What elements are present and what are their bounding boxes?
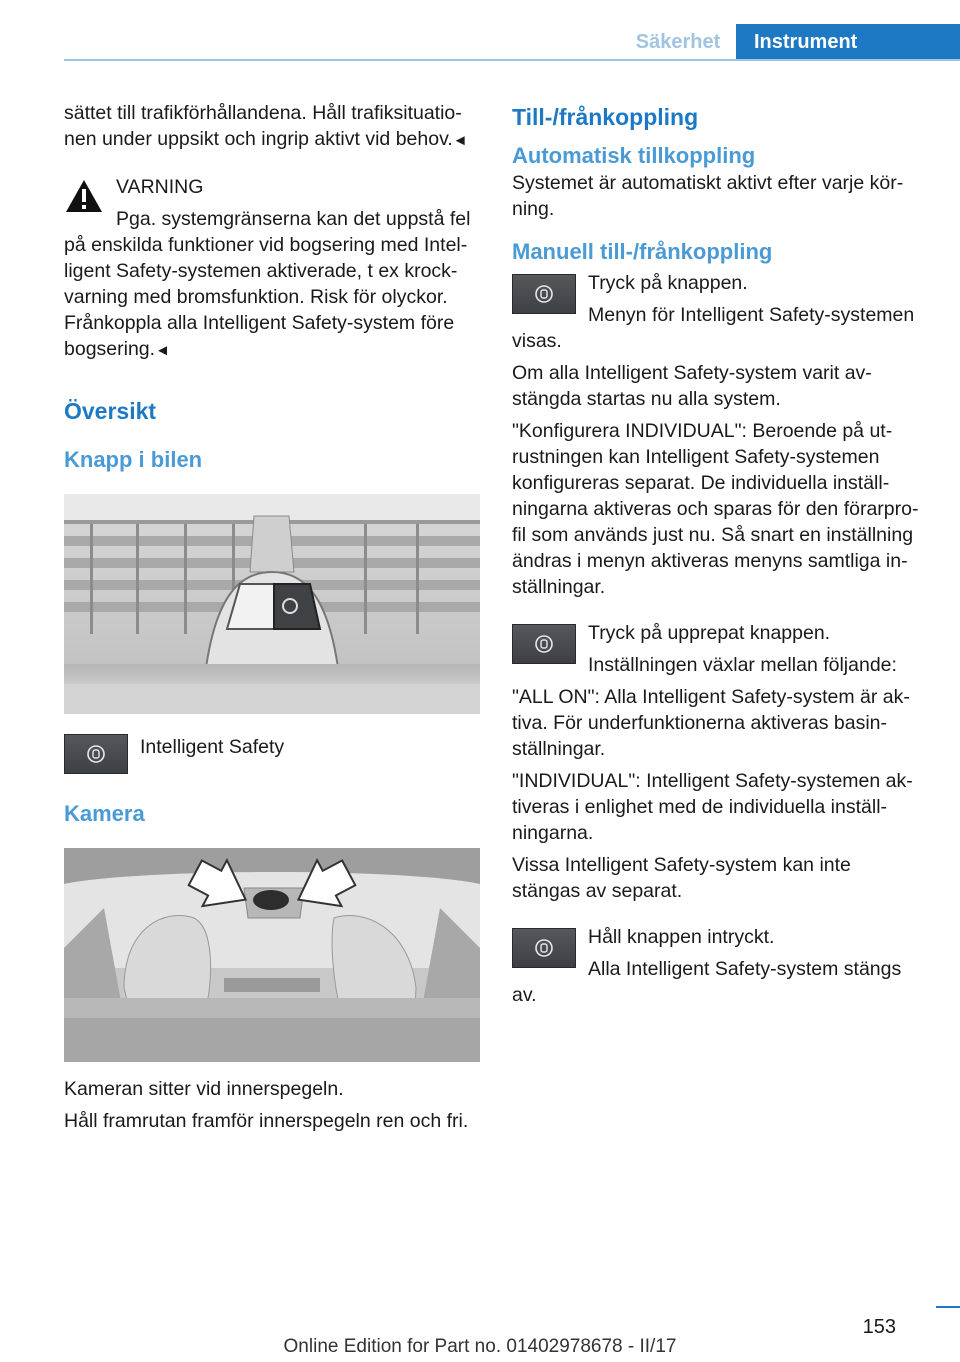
warning-text-4: varning med bromsfunktion. Risk för olyckor. [64, 286, 448, 308]
button-caption: Intelligent Safety [140, 736, 285, 758]
footer-rule [936, 1306, 960, 1308]
all-off-text-2: stängda startas nu alla system. [512, 388, 781, 410]
some-paragraph [512, 852, 932, 904]
menu-text-1: Menyn för Intelligent Safety-systemen [588, 304, 915, 326]
warning-text-6: bogsering.◄ [64, 338, 170, 360]
warning-title: VARNING [116, 176, 204, 198]
intro-line-2: nen under uppsikt och ingrip aktivt vid behov.◄ [64, 126, 484, 154]
left-column [64, 100, 484, 1134]
config-line: ställningar. [512, 576, 606, 598]
press-text: Tryck på knappen. [588, 272, 748, 294]
warning-icon [64, 178, 104, 214]
config-line: ningarna aktiveras och sparas för den förarpro- [512, 498, 919, 520]
intelligent-safety-button-icon [64, 734, 128, 774]
button-heading: Knapp i bilen [64, 447, 203, 472]
individual-line: tiveras i enlighet med de individuella inställ- [512, 796, 888, 818]
header-chapter-tab[interactable]: Instrument [736, 24, 960, 61]
allon-line: "ALL ON": Alla Intelligent Safety-system är ak- [512, 686, 910, 708]
intro-line-1: sättet till trafikförhållandena. Håll trafiksituatio- [64, 102, 462, 124]
repeat-text: Tryck på upprepat knappen. [588, 622, 831, 644]
edition-note: Online Edition for Part no. 01402978678 - II/17 [283, 1336, 677, 1357]
config-line: fil som används just nu. Så snart en inställning [512, 524, 914, 546]
header-section-tab[interactable]: Säkerhet [635, 31, 721, 53]
individual-paragraph [512, 768, 932, 846]
allon-paragraph [512, 684, 932, 762]
toggle-heading: Till-/frånkoppling [512, 104, 699, 130]
dashboard-photo [64, 494, 480, 714]
hold-result-1: Alla Intelligent Safety-system stängs [588, 958, 902, 980]
config-line: ändras i menyn aktiveras menyns samtliga in- [512, 550, 908, 572]
toggle-text: Inställningen växlar mellan följande: [588, 654, 897, 676]
button-legend [64, 734, 484, 778]
end-mark: ◄ [452, 132, 468, 149]
some-line: Vissa Intelligent Safety-system kan inte [512, 854, 851, 876]
right-column [512, 100, 932, 1008]
individual-line: ningarna. [512, 822, 594, 844]
config-paragraph [512, 418, 932, 600]
camera-photo [64, 848, 480, 1062]
warning-text-5: Frånkoppla alla Intelligent Safety-system före [64, 312, 455, 334]
warning-text-1: Pga. systemgränserna kan det uppstå fel [116, 208, 471, 230]
hold-result-2: av. [512, 984, 537, 1006]
auto-text-2: ning. [512, 198, 555, 220]
overview-heading: Översikt [64, 398, 157, 424]
allon-line: ställningar. [512, 738, 606, 760]
press-block [512, 270, 932, 354]
manual-heading: Manuell till-/frånkoppling [512, 239, 773, 264]
config-line: rustningen kan Intelligent Safety-systemen [512, 446, 880, 468]
camera-heading: Kamera [64, 801, 145, 826]
warning-text-3: ligent Safety-systemen aktiverade, t ex krock- [64, 260, 458, 282]
intelligent-safety-button-icon [512, 274, 576, 314]
hold-text: Håll knappen intryckt. [588, 926, 775, 948]
hold-block [512, 924, 932, 1008]
config-line: "Konfigurera INDIVIDUAL": Beroende på ut- [512, 420, 893, 442]
warning-text-2: på enskilda funktioner vid bogsering med Intel- [64, 234, 468, 256]
camera-text-1: Kameran sitter vid innerspegeln. [64, 1078, 344, 1100]
page-number: 153 [862, 1316, 896, 1338]
auto-text-1: Systemet är automatiskt aktivt efter varje kör- [512, 172, 904, 194]
warning-block [64, 174, 484, 364]
config-line: konfigureras separat. De individuella inställ- [512, 472, 890, 494]
header-rule [64, 59, 960, 61]
camera-text-2: Håll framrutan framför innerspegeln ren och fri. [64, 1110, 469, 1132]
menu-text-2: visas. [512, 330, 562, 352]
allon-line: tiva. För underfunktionerna aktiveras basin- [512, 712, 888, 734]
auto-heading: Automatisk tillkoppling [512, 143, 756, 168]
repeat-block [512, 620, 932, 678]
intelligent-safety-button-icon [512, 928, 576, 968]
some-line: stängas av separat. [512, 880, 683, 902]
individual-line: "INDIVIDUAL": Intelligent Safety-systemen ak- [512, 770, 913, 792]
intelligent-safety-button-icon [512, 624, 576, 664]
all-off-text-1: Om alla Intelligent Safety-system varit av- [512, 362, 872, 384]
